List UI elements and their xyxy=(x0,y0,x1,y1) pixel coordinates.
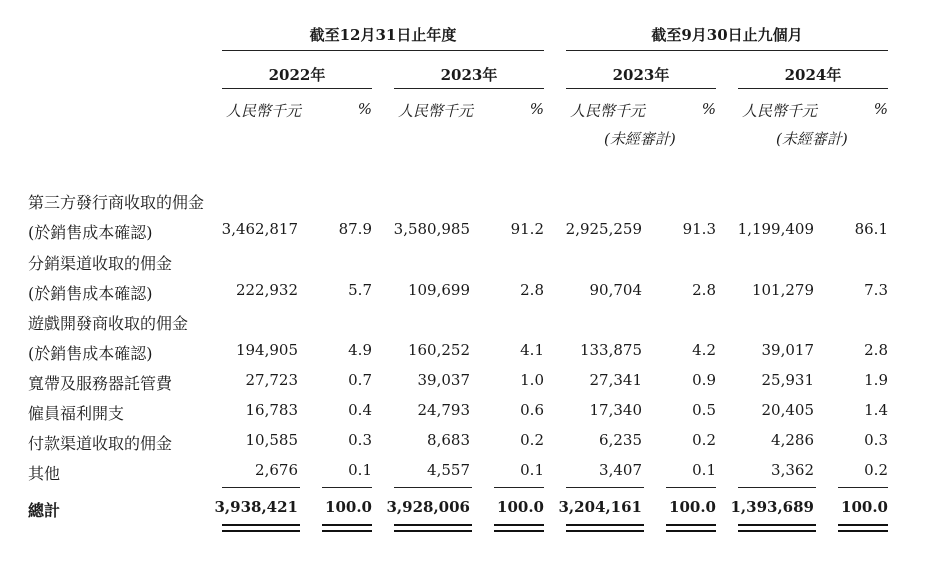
percent-cell: 0.2 xyxy=(692,431,716,449)
amount-cell: 3,407 xyxy=(599,461,642,479)
percent-cell: 7.3 xyxy=(864,281,888,299)
amount-cell: 101,279 xyxy=(751,281,814,299)
header-year-2024-9m: 2024年 xyxy=(784,66,842,84)
subtotal-rule xyxy=(494,487,544,488)
percent-cell: 0.3 xyxy=(348,431,372,449)
total-percent-cell: 100.0 xyxy=(669,498,716,516)
total-percent-cell: 100.0 xyxy=(497,498,544,516)
total-double-rule xyxy=(738,524,816,526)
header-pct: % xyxy=(357,100,372,118)
amount-cell: 4,286 xyxy=(771,431,814,449)
percent-cell: 4.9 xyxy=(348,341,372,359)
total-double-rule xyxy=(222,524,300,526)
total-double-rule xyxy=(838,530,888,532)
total-double-rule xyxy=(394,530,472,532)
percent-cell: 0.2 xyxy=(520,431,544,449)
header-group-rule xyxy=(222,50,544,51)
amount-cell: 222,932 xyxy=(235,281,298,299)
total-double-rule xyxy=(222,530,300,532)
header-year-2023: 2023年 xyxy=(440,66,498,84)
subtotal-rule xyxy=(222,487,300,488)
amount-cell: 24,793 xyxy=(417,401,470,419)
header-unaudited: (未經審計) xyxy=(604,130,676,148)
total-percent-cell: 100.0 xyxy=(325,498,372,516)
amount-cell: 194,905 xyxy=(235,341,298,359)
amount-cell: 1,199,409 xyxy=(737,220,814,238)
amount-cell: 27,723 xyxy=(245,371,298,389)
amount-cell: 8,683 xyxy=(427,431,470,449)
total-double-rule xyxy=(322,530,372,532)
header-group-nine-months: 截至9月30日止九個月 xyxy=(651,26,803,44)
amount-cell: 16,783 xyxy=(245,401,298,419)
amount-cell: 4,557 xyxy=(427,461,470,479)
amount-cell: 109,699 xyxy=(407,281,470,299)
percent-cell: 0.5 xyxy=(692,401,716,419)
amount-cell: 3,462,817 xyxy=(221,220,298,238)
percent-cell: 0.7 xyxy=(348,371,372,389)
row-sublabel: (於銷售成本確認) xyxy=(28,223,153,242)
total-double-rule xyxy=(394,524,472,526)
total-percent-cell: 100.0 xyxy=(841,498,888,516)
amount-cell: 17,340 xyxy=(589,401,642,419)
row-label: 僱員福利開支 xyxy=(28,404,125,423)
amount-cell: 3,580,985 xyxy=(393,220,470,238)
amount-cell: 2,676 xyxy=(255,461,298,479)
total-double-rule xyxy=(738,530,816,532)
total-double-rule xyxy=(566,530,644,532)
percent-cell: 0.1 xyxy=(520,461,544,479)
total-double-rule xyxy=(666,524,716,526)
total-amount-cell: 3,204,161 xyxy=(558,498,642,516)
percent-cell: 0.3 xyxy=(864,431,888,449)
row-label: 付款渠道收取的佣金 xyxy=(28,434,173,453)
subtotal-rule xyxy=(738,487,816,488)
percent-cell: 87.9 xyxy=(338,220,372,238)
subtotal-rule xyxy=(566,487,644,488)
row-label: 分銷渠道收取的佣金 xyxy=(28,254,173,273)
total-label: 總計 xyxy=(28,501,61,520)
percent-cell: 5.7 xyxy=(348,281,372,299)
header-group-rule xyxy=(566,50,888,51)
header-year-rule xyxy=(738,88,888,89)
amount-cell: 25,931 xyxy=(761,371,814,389)
header-pct: % xyxy=(873,100,888,118)
percent-cell: 1.4 xyxy=(864,401,888,419)
percent-cell: 91.3 xyxy=(682,220,716,238)
amount-cell: 6,235 xyxy=(599,431,642,449)
percent-cell: 0.2 xyxy=(864,461,888,479)
header-year-2023-9m: 2023年 xyxy=(612,66,670,84)
amount-cell: 90,704 xyxy=(589,281,642,299)
total-double-rule xyxy=(494,524,544,526)
total-double-rule xyxy=(566,524,644,526)
amount-cell: 39,037 xyxy=(417,371,470,389)
subtotal-rule xyxy=(322,487,372,488)
subtotal-rule xyxy=(394,487,472,488)
row-label: 第三方發行商收取的佣金 xyxy=(28,193,205,212)
header-year-rule xyxy=(222,88,372,89)
percent-cell: 1.0 xyxy=(520,371,544,389)
amount-cell: 27,341 xyxy=(589,371,642,389)
header-unit: 人民幣千元 xyxy=(398,102,474,120)
total-amount-cell: 1,393,689 xyxy=(730,498,814,516)
total-double-rule xyxy=(838,524,888,526)
percent-cell: 0.1 xyxy=(692,461,716,479)
percent-cell: 0.1 xyxy=(348,461,372,479)
percent-cell: 0.9 xyxy=(692,371,716,389)
percent-cell: 2.8 xyxy=(520,281,544,299)
percent-cell: 0.6 xyxy=(520,401,544,419)
header-unaudited: (未經審計) xyxy=(776,130,848,148)
row-sublabel: (於銷售成本確認) xyxy=(28,344,153,363)
row-sublabel: (於銷售成本確認) xyxy=(28,284,153,303)
header-unit: 人民幣千元 xyxy=(570,102,646,120)
header-group-year-end: 截至12月31日止年度 xyxy=(309,26,457,44)
total-amount-cell: 3,928,006 xyxy=(386,498,470,516)
amount-cell: 10,585 xyxy=(245,431,298,449)
total-amount-cell: 3,938,421 xyxy=(214,498,298,516)
total-double-rule xyxy=(322,524,372,526)
percent-cell: 2.8 xyxy=(864,341,888,359)
percent-cell: 2.8 xyxy=(692,281,716,299)
amount-cell: 3,362 xyxy=(771,461,814,479)
header-year-2022: 2022年 xyxy=(268,66,326,84)
subtotal-rule xyxy=(838,487,888,488)
row-label: 其他 xyxy=(28,464,61,483)
amount-cell: 39,017 xyxy=(761,341,814,359)
amount-cell: 160,252 xyxy=(407,341,470,359)
header-year-rule xyxy=(566,88,716,89)
percent-cell: 4.2 xyxy=(692,341,716,359)
header-unit: 人民幣千元 xyxy=(226,102,302,120)
percent-cell: 86.1 xyxy=(854,220,888,238)
amount-cell: 20,405 xyxy=(761,401,814,419)
percent-cell: 0.4 xyxy=(348,401,372,419)
total-double-rule xyxy=(666,530,716,532)
row-label: 寬帶及服務器託管費 xyxy=(28,374,173,393)
percent-cell: 91.2 xyxy=(510,220,544,238)
percent-cell: 1.9 xyxy=(864,371,888,389)
row-label: 遊戲開發商收取的佣金 xyxy=(28,314,189,333)
header-pct: % xyxy=(701,100,716,118)
percent-cell: 4.1 xyxy=(520,341,544,359)
header-pct: % xyxy=(529,100,544,118)
total-double-rule xyxy=(494,530,544,532)
amount-cell: 2,925,259 xyxy=(565,220,642,238)
header-unit: 人民幣千元 xyxy=(742,102,818,120)
header-year-rule xyxy=(394,88,544,89)
subtotal-rule xyxy=(666,487,716,488)
amount-cell: 133,875 xyxy=(579,341,642,359)
